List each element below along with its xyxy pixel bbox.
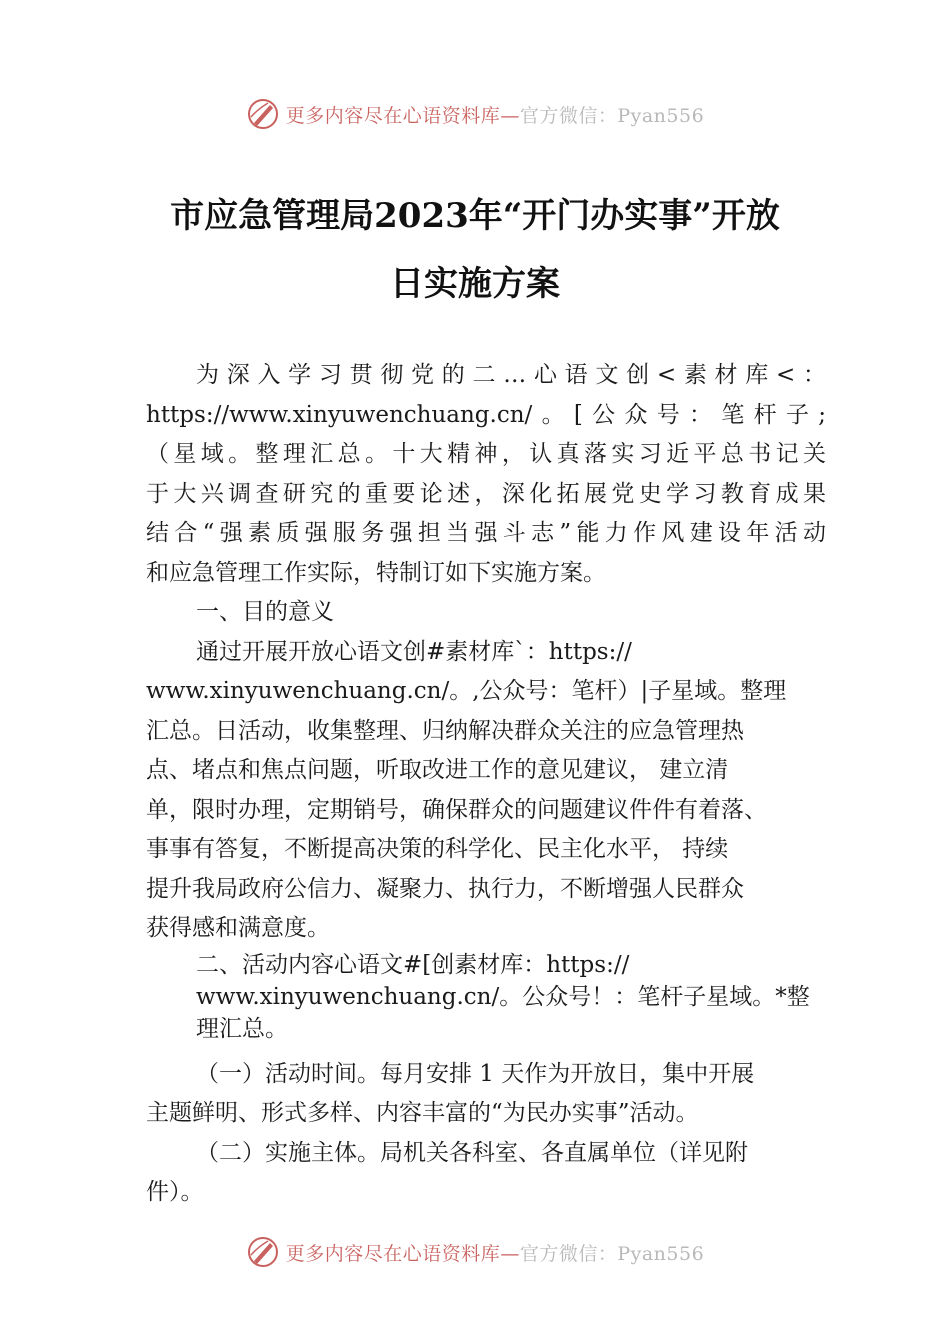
header-watermark-banner xyxy=(0,94,950,134)
body-line: 事事有答复，不断提高决策的科学化、民主化水平， 持续 xyxy=(146,836,729,862)
banner-main-text: 更多内容尽在心语资料库 xyxy=(285,1242,501,1265)
pen-logo-icon xyxy=(246,1235,280,1269)
body-line: www.xinyuwenchuang.cn/。,公众号：笔杆）|子星域。整理 xyxy=(146,678,787,704)
body-line: 主题鲜明、形式多样、内容丰富的“为民办实事”活动。 xyxy=(146,1100,699,1126)
banner-wechat-label: 官方微信： xyxy=(519,1242,618,1265)
body-line: 为深入学习贯彻党的二…心语文创<素材库<： xyxy=(196,362,826,388)
document-title-line-1: 市应急管理局2023年“开门办实事”开放 xyxy=(170,196,780,236)
banner-wechat-label: 官方微信： xyxy=(519,104,618,127)
body-line: 和应急管理工作实际，特制订如下实施方案。 xyxy=(146,559,606,586)
body-line: （星域。整理汇总。十大精神，认真落实习近平总书记关 xyxy=(146,441,826,467)
banner-separator: — xyxy=(500,1242,520,1265)
body-line: 单，限时办理，定期销号，确保群众的问题建议件件有着落、 xyxy=(146,796,767,823)
body-line: 获得感和满意度。 xyxy=(146,915,330,941)
body-line: 提升我局政府公信力、凝聚力、执行力，不断增强人民群众 xyxy=(146,875,744,902)
banner-separator: — xyxy=(500,104,520,127)
body-line: 通过开展开放心语文创#素材库`：https:// xyxy=(196,638,632,665)
body-line: 理汇总。 xyxy=(196,1015,288,1042)
body-line: 于大兴调查研究的重要论述，深化拓展党史学习教育成果 xyxy=(146,480,826,507)
pen-logo-icon xyxy=(246,97,280,131)
section-heading-1: 一、目的意义 xyxy=(196,599,334,625)
section-heading-2: 二、活动内容心语文#[创素材库：https:// xyxy=(196,951,630,978)
body-line: 点、堵点和焦点问题，听取改进工作的意见建议， 建立清 xyxy=(146,757,729,783)
body-line: https://www.xinyuwenchuang.cn/。[公众号：笔杆子; xyxy=(146,401,826,428)
banner-main-text: 更多内容尽在心语资料库 xyxy=(285,104,501,127)
document-body xyxy=(146,356,826,1213)
banner-wechat-id: Pyan556 xyxy=(617,104,705,127)
document-title-line-2: 日实施方案 xyxy=(390,264,560,304)
banner-wechat-id: Pyan556 xyxy=(617,1242,705,1265)
body-line: 结合“强素质强服务强担当强斗志”能力作风建设年活动 xyxy=(146,520,826,546)
body-line: www.xinyuwenchuang.cn/。公众号！：笔杆子星域。*整 xyxy=(196,983,810,1010)
body-line: （二）实施主体。局机关各科室、各直属单位（详见附 xyxy=(196,1139,748,1166)
body-line: （一）活动时间。每月安排 1 天作为开放日，集中开展 xyxy=(196,1060,755,1087)
body-line: 汇总。日活动，收集整理、归纳解决群众关注的应急管理热 xyxy=(146,717,744,744)
footer-watermark-banner xyxy=(0,1232,950,1272)
body-line: 件）。 xyxy=(146,1179,204,1205)
